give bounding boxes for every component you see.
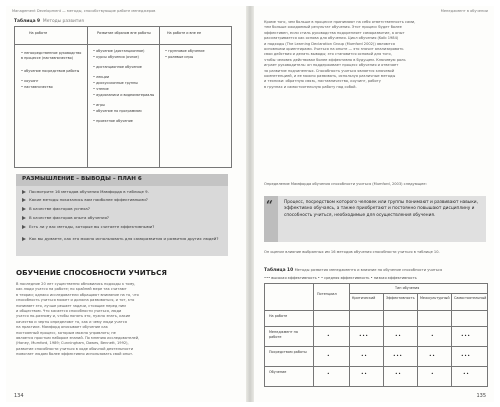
arrow-icon xyxy=(22,207,26,211)
table10-label: Таблица 10 Методы развития менеджмента и влияние на обучение способности учиться xyxy=(264,268,443,273)
table10-col-header: Самостоятельный xyxy=(454,296,487,300)
arrow-icon xyxy=(22,190,26,194)
arrow-icon xyxy=(22,216,26,220)
reflection-item: Как вы думаете, как это можно использовать для саморазвития и развития других людей? xyxy=(29,236,219,241)
table9-col2-item: • аудиозаписи и видеоматериалы xyxy=(93,93,155,97)
table9-col2-item: • игры xyxy=(93,103,105,107)
table10-row-label: Менеджмент на работе xyxy=(269,330,298,339)
reflection-item: В качестве факторов успеха? xyxy=(29,206,90,211)
book-gutter xyxy=(246,6,254,402)
table10-cell: ••• xyxy=(393,354,403,359)
table9-col2-item: • лекции xyxy=(93,75,110,79)
table10-cell: ••• xyxy=(461,334,471,339)
arrow-icon xyxy=(22,237,26,241)
reflection-item: Есть ли у вас методы, которые вы считаете эффективными? xyxy=(29,224,155,229)
arrow-icon xyxy=(22,225,26,229)
table10-col-header: Межкультурный xyxy=(420,296,450,300)
table10-cell: • xyxy=(327,334,331,339)
table10-group-header: Тип обучения xyxy=(395,286,420,290)
table9-col1-item: • коучинг xyxy=(21,79,39,83)
reflection-item: Какие методы показались вам наиболее эффективными? xyxy=(29,197,148,202)
left-body-text: В последние 20 лет существенно обновились подходы к тому, как люди учатся на работе; по крайней мере так считают в теории; однако исследователи обращают внимание на то, что способность учиться может и должна развиваться, и тот, кто понимает это, лучше решает задачи, стоящие перед ним и обществом. Что касается способности учиться, люди учатся по-разному и, чтобы понять это, нужно знать, какие качества и черты определяют то, как и чему люди учатся на практике. Мамфорд описывает обучение как постоянный процесс, которым можно управлять; не является простым набором знаний. По мнению исследователей, (Honey, Mumford, 1989; Cunningham, Dawes, Bennett, 1992), развитие способности учиться в ходе обычной деятельности помогает людям более эффективно использовать свой опыт. xyxy=(16,282,140,357)
left-page xyxy=(6,6,246,402)
left-running-header: Management Development — методы, способствующие работе менеджеров xyxy=(12,9,156,13)
table10-row-label: Посредством работы xyxy=(269,350,307,354)
table10-legend: ••• высокая эффективность • • средняя эффективность • низкая эффективность xyxy=(264,276,417,280)
right-running-header: Менеджмент в обучении xyxy=(440,9,488,13)
reflection-title: РАЗМЫШЛЕНИЕ – ВЫВОДЫ – ПЛАН 6 xyxy=(22,176,142,182)
right-body-text: Кроме того, чем больше в процессе принимают на себя ответственность сами, тем больше ожидаемый результат обучения. Этот процесс будет более эффективен, если стиль руководства подкрепляет саморазвитие, а опыт рассматривается как основа для обучения. Цикл обучения (Kolb 1984) и подходы (The Learning Declaration Group (Mumford 2002)) являются основными ориентирами. Учиться на опыте — это значит анализировать свои действия и делать выводы; это становится основой для того, чтобы человек действовал более эффективно в будущем. Ключевую роль играет руководитель: он поддерживает процесс обучения и отвечает за развитие подчиненных. Способность учиться является ключевой компетенцией, и ее можно развивать, используя различные методы и техники: обратную связь, наставничество, коучинг, работу в группах и самостоятельную работу над собой. xyxy=(264,20,416,89)
table10-col-header: Критический xyxy=(352,296,376,300)
table9-col1-item: • наставничество xyxy=(21,85,53,89)
table9-col-header-1: На работе xyxy=(29,31,48,35)
quote-intro: Определение Мамфорда обучения способности учиться (Mumford, 2003) следующее: xyxy=(264,182,427,186)
table10-cell: •• xyxy=(429,354,436,359)
reflection-item: Посмотрите 16 методов обучения Мамфорда в таблице 9. xyxy=(29,189,149,194)
table10-col-header: Потенциал xyxy=(317,292,337,296)
table10-col-header: Эффективность xyxy=(386,296,415,300)
table9-col2-item: • обучение (дистанционное) xyxy=(93,49,145,53)
quote-text: Процесс, посредством которого человек или группы понимают и развивают навыки, эффективно обучаясь, а также приобретают и постоянно повышают дисциплину и способность учиться, необходимые для осуществления обучения. xyxy=(284,200,478,218)
definition-quote-box xyxy=(264,196,486,242)
arrow-icon xyxy=(22,198,26,202)
table9-col2-item: • курсы обучения (очное) xyxy=(93,55,139,59)
reflection-item: В качестве факторов опыта обучения? xyxy=(29,215,109,220)
table10-cell: ••• xyxy=(461,354,471,359)
section-title: ОБУЧЕНИЕ СПОСОБНОСТИ УЧИТЬСЯ xyxy=(16,268,167,277)
table9-col-header-2: Развитие образом вне работы xyxy=(97,31,151,35)
table10-cell: •• xyxy=(361,354,368,359)
reflection-box xyxy=(16,174,228,256)
page-number-left: 134 xyxy=(14,393,24,399)
quote-mark-icon: “ xyxy=(266,198,273,212)
table10-cell: •• xyxy=(463,372,470,377)
table10-cell: ••• xyxy=(359,334,369,339)
table9-col2-item: • дискуссионные группы xyxy=(93,81,138,85)
table9-col1-item: • непосредственное руководство в процессе (наставничество) xyxy=(21,51,82,60)
table9-col-header-3: На работе и вне ее xyxy=(167,31,202,35)
table9-col2-item: • обучение по программам xyxy=(93,109,142,113)
table10-cell: • xyxy=(327,372,331,377)
right-page xyxy=(254,6,494,402)
table9-col1-item: • обучение посредством работы xyxy=(21,69,80,73)
table9 xyxy=(14,26,232,168)
after-quote-text: Он оценил влияние выбранных им 16 методов обучения способности учиться в таблице 10. xyxy=(264,250,440,254)
table9-col3-item: • групповое обучение xyxy=(165,49,205,53)
table10-cell: •• xyxy=(395,334,402,339)
table9-col2-item: • дистанционное обучение xyxy=(93,65,142,69)
table10-cell: • xyxy=(327,354,331,359)
table10 xyxy=(264,283,488,387)
table10-cell: • xyxy=(431,372,435,377)
table10-cell: • xyxy=(431,334,435,339)
table10-row-label: На работе xyxy=(269,314,288,318)
table9-label: Таблица 9 Методы развития xyxy=(14,19,84,24)
table9-col2-item: • чтение xyxy=(93,87,109,91)
table10-cell: •• xyxy=(361,372,368,377)
table9-col3-item: • ролевые игры xyxy=(165,55,194,59)
table10-cell: •• xyxy=(395,372,402,377)
page-number-right: 135 xyxy=(476,393,486,399)
table9-col2-item: • проектное обучение xyxy=(93,119,133,123)
table10-row-label: Обучение xyxy=(269,370,287,374)
